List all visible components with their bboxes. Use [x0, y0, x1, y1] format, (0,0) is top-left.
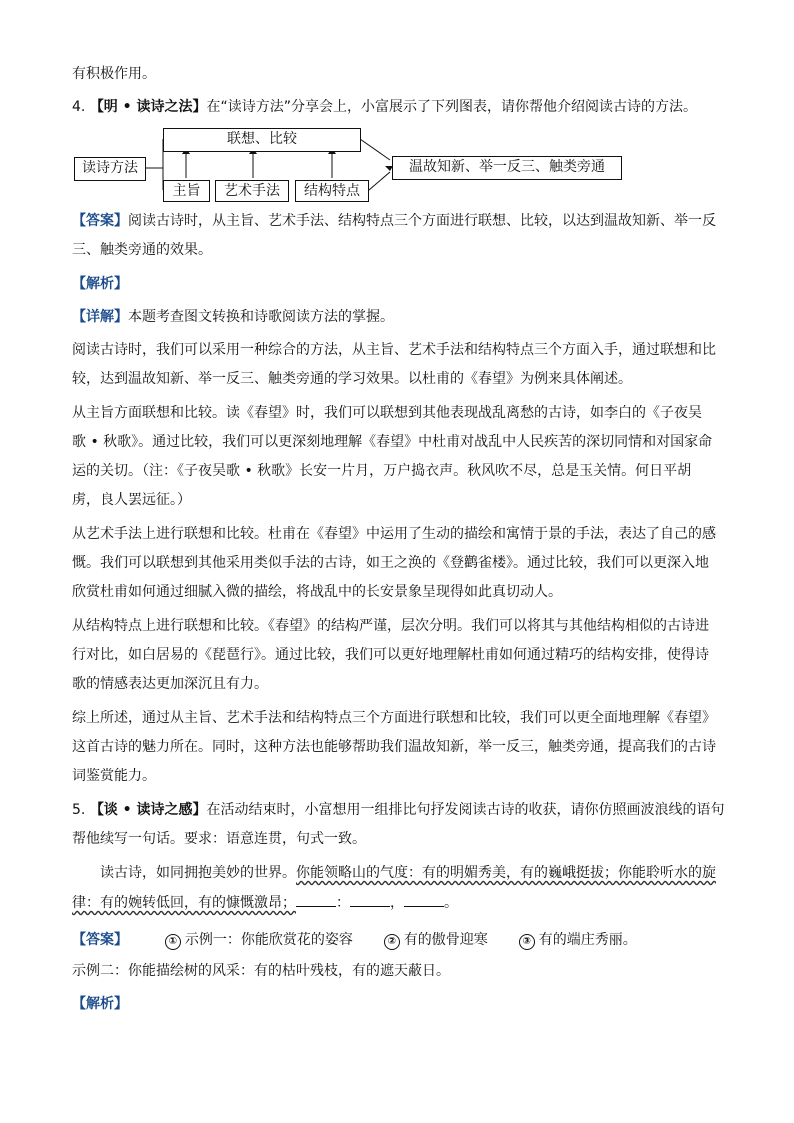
paragraph-line: 运的关切。（注：《子夜吴歌 • 秋歌》长安一片月，万户捣衣声。秋风吹不尽，总是玉关情。何日平胡	[72, 463, 692, 479]
answer-blank[interactable]	[296, 892, 336, 907]
paragraph-line: 从艺术手法上进行联想和比较。杜甫在《春望》中运用了生动的描绘和寓情于景的手法，表达了自己的感	[72, 526, 716, 542]
question-number: 4.	[72, 99, 86, 115]
question-4	[72, 97, 697, 117]
answer-tag: 【答案】	[72, 213, 128, 229]
answer-text: 示例一：你能欣赏花的姿容	[184, 932, 353, 948]
diagram-box-theme: 主旨	[163, 180, 210, 202]
detail-line	[72, 307, 394, 327]
analysis-tag: 【解析】	[72, 276, 128, 292]
paragraph-line: 虏，良人罢远征。）	[72, 492, 191, 508]
answer-blank[interactable]	[350, 892, 390, 907]
paragraph-line: 较，达到温故知新、举一反三、触类旁通的学习效果。以杜甫的《春望》为例来具体阐述。	[72, 371, 632, 387]
question-5	[72, 800, 725, 820]
punct: ，	[390, 895, 404, 911]
paragraph-line: 词鉴赏能力。	[72, 768, 156, 784]
diagram-result-box: 温故知新、举一反三、触类旁通	[392, 156, 622, 180]
answer-text: 阅读古诗时，从主旨、艺术手法、结构特点三个方面进行联想、比较，以达到温故知新、举一反	[128, 213, 716, 229]
answer-blank[interactable]	[404, 892, 444, 907]
answer-number: ①	[165, 934, 181, 950]
paragraph-line: 歌的情感表达更加深沉且有力。	[72, 676, 268, 692]
question-tag: 【谈 • 读诗之感】	[89, 802, 207, 818]
question-5-line2: 帮他续写一句话。要求：语意连贯，句式一致。	[72, 831, 366, 847]
paragraph-line: 行对比，如白居易的《琵琶行》。通过比较，我们可以更好地理解杜甫如何通过精巧的结构安排，使得诗	[72, 647, 709, 663]
sample-wavy: 律：有的婉转低回，有的慷慨激昂；	[72, 895, 296, 911]
punct: 。	[444, 895, 458, 911]
question-number: 5.	[72, 802, 86, 818]
answer-tag: 【答案】	[72, 932, 128, 948]
detail-text: 本题考查图文转换和诗歌阅读方法的掌握。	[128, 309, 394, 325]
question-text: 在活动结束时，小富想用一组排比句抒发阅读古诗的收获，请你仿照画波浪线的语句	[206, 802, 725, 818]
diagram-top-box: 联想、比较	[163, 128, 361, 152]
sample-sentence-line1	[100, 863, 716, 883]
answer-4-line2: 三、触类旁通的效果。	[72, 242, 212, 258]
answer-text: 有的端庄秀丽。	[538, 932, 637, 948]
answer-number: ②	[384, 934, 400, 950]
paragraph-line: 从结构特点上进行联想和比较。《春望》的结构严谨，层次分明。我们可以将其与其他结构相似的古诗进	[72, 618, 709, 634]
answer-4-line1	[72, 211, 716, 231]
question-tag: 【明 • 读诗之法】	[89, 99, 207, 115]
question-text: 在“读诗方法”分享会上，小富展示了下列图表，请你帮他介绍阅读古诗的方法。	[206, 99, 698, 115]
paragraph-line: 歌 • 秋歌》。通过比较，我们可以更深刻地理解《春望》中杜甫对战乱中人民疾苦的深切同情和对国家命	[72, 434, 713, 450]
sample-sentence-line2	[72, 892, 458, 913]
answer-number: ③	[519, 934, 535, 950]
paragraph-line: 欣赏杜甫如何通过细腻入微的描绘，将战乱中的长安景象呈现得如此真切动人。	[72, 584, 562, 600]
diagram-box-structure: 结构特点	[295, 180, 369, 202]
answer-5-line2: 示例二：你能描绘树的风采：有的枯叶残枝，有的遮天蔽日。	[72, 963, 450, 979]
sample-plain: 读古诗，如同拥抱美妙的世界。	[100, 865, 296, 881]
answer-5-line1	[72, 930, 637, 950]
paragraph-line: 从主旨方面联想和比较。读《春望》时，我们可以联想到其他表现战乱离愁的古诗，如李白的《子夜吴	[72, 405, 702, 421]
sample-wavy: 你能领略山的气度：有的明媚秀美，有的巍峨挺拔；你能聆听水的旋	[296, 865, 716, 881]
diagram-box-art: 艺术手法	[215, 180, 289, 202]
paragraph-line: 慨。我们可以联想到其他采用类似手法的古诗，如王之涣的《登鹳雀楼》。通过比较，我们可以更深入地	[72, 555, 709, 571]
diagram-source-box: 读诗方法	[74, 157, 146, 181]
paragraph-line: 综上所述，通过从主旨、艺术手法和结构特点三个方面进行联想和比较，我们可以更全面地理解《春望》	[72, 710, 716, 726]
paragraph-line: 这首古诗的魅力所在。同时，这种方法也能够帮助我们温故知新，举一反三，触类旁通，提高我们的古诗	[72, 739, 716, 755]
answer-text: 有的傲骨迎寒	[403, 932, 488, 948]
text-line: 有积极作用。	[72, 66, 156, 82]
detail-tag: 【详解】	[72, 309, 128, 325]
punct: ：	[336, 895, 350, 911]
analysis-tag: 【解析】	[72, 996, 128, 1012]
paragraph-line: 阅读古诗时，我们可以采用一种综合的方法，从主旨、艺术手法和结构特点三个方面入手，通过联想和比	[72, 342, 716, 358]
